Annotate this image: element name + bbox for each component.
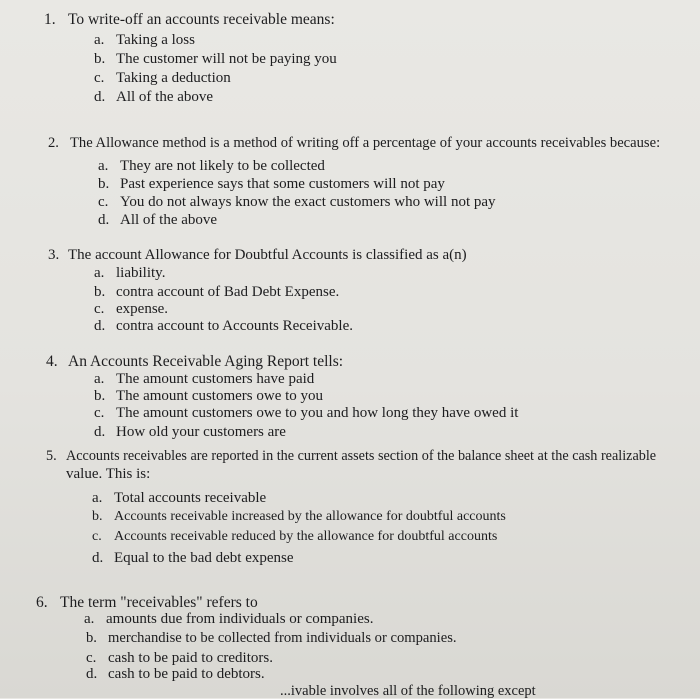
question-stem [48, 136, 660, 151]
option-letter: d. [94, 89, 106, 105]
option-text: liability. [116, 265, 166, 281]
cutoff-question-text: ...ivable involves all of the following except [280, 683, 536, 699]
question-number: 2. [48, 135, 59, 151]
option-letter: d. [94, 424, 106, 440]
option-c [98, 195, 496, 210]
option-b [92, 510, 506, 524]
option-a [94, 33, 195, 48]
option-c [94, 71, 231, 86]
option-letter: c. [98, 194, 109, 210]
option-text: Past experience says that some customers will not pay [120, 176, 445, 192]
question-stem-continued [66, 467, 150, 482]
option-d [86, 667, 265, 682]
question-stem [48, 248, 467, 263]
question-text: value. This is: [66, 466, 151, 482]
option-text: cash to be paid to creditors. [108, 650, 273, 666]
option-text: Taking a deduction [116, 70, 231, 86]
option-letter: b. [94, 388, 106, 404]
option-d [92, 551, 294, 566]
option-text: expense. [116, 301, 169, 317]
option-text: Accounts receivable increased by the allowance for doubtful accounts [114, 509, 506, 524]
option-letter: c. [94, 405, 105, 421]
question-stem [46, 449, 656, 463]
question-number: 1. [44, 11, 56, 28]
option-text: All of the above [120, 212, 218, 228]
question-stem [36, 595, 258, 611]
option-d [94, 90, 213, 105]
option-text: The amount customers owe to you and how long they have owed it [116, 405, 519, 421]
question-stem [46, 354, 343, 370]
option-letter: a. [94, 371, 105, 387]
option-letter: c. [92, 529, 102, 544]
option-c [94, 406, 518, 421]
option-a [92, 491, 266, 506]
option-text: amounts due from individuals or companies. [106, 611, 374, 627]
question-text: The Allowance method is a method of writing off a percentage of your accounts receivables because: [70, 135, 661, 151]
option-letter: a. [84, 611, 95, 627]
option-text: Taking a loss [116, 32, 195, 48]
option-text: How old your customers are [116, 424, 286, 440]
option-text: The customer will not be paying you [116, 51, 337, 67]
option-letter: a. [98, 158, 109, 174]
option-letter: b. [92, 509, 103, 524]
option-a [94, 266, 165, 281]
option-text: Total accounts receivable [114, 490, 267, 506]
question-text: The term "receivables" refers to [60, 594, 258, 611]
option-text: Accounts receivable reduced by the allowance for doubtful accounts [114, 529, 498, 544]
question-text: An Accounts Receivable Aging Report tells: [68, 353, 344, 370]
option-text: All of the above [116, 89, 214, 105]
option-letter: a. [94, 32, 105, 48]
question-text: Accounts receivables are reported in the current assets section of the balance sheet at the cash realizable [66, 448, 657, 464]
option-letter: a. [92, 490, 103, 506]
option-text: cash to be paid to debtors. [108, 666, 265, 682]
question-stem [44, 12, 335, 28]
option-letter: a. [94, 265, 105, 281]
option-d [94, 319, 353, 334]
option-letter: d. [94, 318, 106, 334]
option-letter: b. [86, 630, 97, 646]
option-c [86, 651, 273, 666]
option-c [92, 530, 497, 544]
option-letter: b. [94, 284, 106, 300]
option-text: They are not likely to be collected [120, 158, 325, 174]
option-c [94, 302, 168, 317]
option-text: merchandise to be collected from individuals or companies. [108, 630, 457, 646]
question-text: The account Allowance for Doubtful Accounts is classified as a(n) [68, 247, 467, 263]
question-number: 6. [36, 594, 48, 611]
option-letter: b. [98, 176, 110, 192]
option-letter: c. [86, 650, 97, 666]
option-letter: c. [94, 301, 105, 317]
option-letter: c. [94, 70, 105, 86]
option-letter: d. [86, 666, 98, 682]
option-letter: d. [92, 550, 104, 566]
option-b [98, 177, 445, 192]
question-number: 4. [46, 353, 58, 370]
option-text: contra account to Accounts Receivable. [116, 318, 353, 334]
option-text: Equal to the bad debt expense [114, 550, 294, 566]
option-a [94, 372, 314, 387]
option-b [94, 285, 339, 300]
option-b [94, 52, 337, 67]
option-d [94, 425, 286, 440]
option-text: You do not always know the exact customers who will not pay [120, 194, 496, 210]
option-b [86, 631, 457, 646]
option-d [98, 213, 217, 228]
question-number: 3. [48, 247, 60, 263]
option-text: The amount customers owe to you [116, 388, 324, 404]
question-text: To write-off an accounts receivable means: [68, 11, 335, 28]
option-a [84, 612, 373, 627]
option-b [94, 389, 323, 404]
option-letter: d. [98, 212, 110, 228]
option-text: contra account of Bad Debt Expense. [116, 284, 340, 300]
option-a [98, 159, 325, 174]
option-letter: b. [94, 51, 106, 67]
option-text: The amount customers have paid [116, 371, 315, 387]
question-number: 5. [46, 448, 57, 464]
